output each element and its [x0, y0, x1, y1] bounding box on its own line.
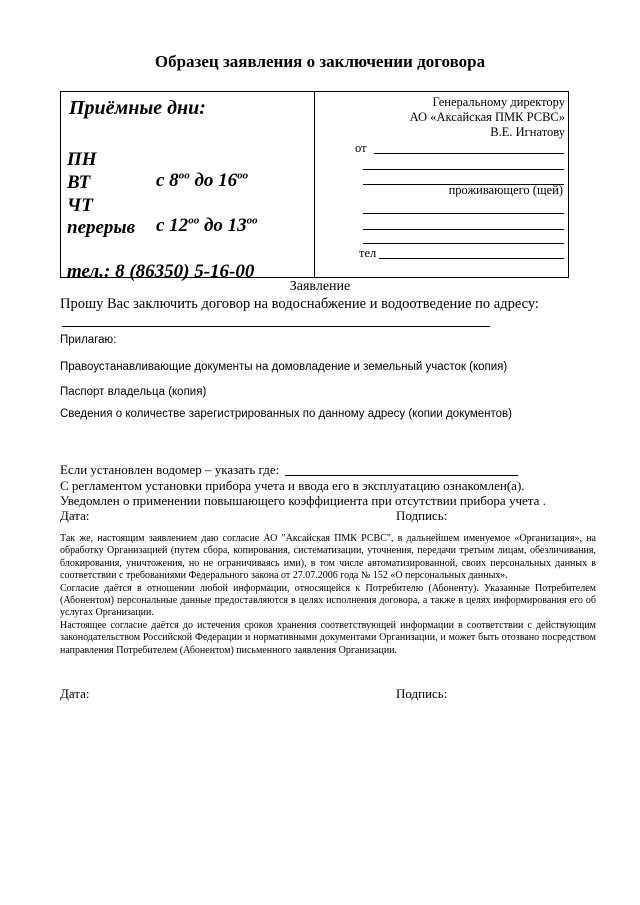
addressee-line3: В.Е. Игнатову: [490, 125, 565, 139]
field-line-6: [363, 243, 564, 244]
day-thu: ЧТ: [67, 195, 93, 216]
attachment-item: Правоустанавливающие документы на домовладение и земельный участок (копия): [60, 361, 508, 373]
meter-location-line: [285, 475, 518, 476]
consent-block: [60, 533, 596, 657]
addressee-line1: Генеральному директору: [432, 95, 565, 109]
from-field-line: [374, 153, 564, 154]
field-line-5: [363, 229, 564, 230]
consent-paragraph: Так же, настоящим заявлением даю согласие АО "Аксайская ПМК РСВС", в дальнейшем именуемое «Организация», на обработку Организацией (путем сбора, копирования, систематизации, уточнения, передачи третьим лицам, обезличивания, блокирования, уничтожения, но не ограничиваясь ими), в том числе автоматизированной, своих персональных данных в соответствии с требованиями Федерального закона от 27.07.2006 года № 152 «О персональных данных».: [60, 533, 596, 582]
field-line-4: [363, 213, 564, 214]
day-mon: ПН: [67, 149, 97, 170]
from-label: от: [355, 141, 367, 155]
page-title: Образец заявления о заключении договора: [154, 52, 486, 71]
application-heading: Заявление: [289, 279, 351, 294]
box-divider: [314, 92, 315, 277]
request-text: Прошу Вас заключить договор на водоснабжение и водоотведение по адресу:: [60, 296, 539, 312]
schedule-heading: Приёмные дни:: [69, 97, 206, 119]
meter-notice-text: Уведомлен о применении повышающего коэффициента при отсутствии прибора учета .: [60, 493, 546, 508]
addressee-line2: АО «Аксайская ПМК РСВС»: [409, 110, 565, 124]
signature-label: Подпись:: [396, 508, 448, 523]
header-box: [60, 91, 569, 282]
break-hours: с $12^{оо}$ до $13^{оо}$: [156, 214, 258, 236]
field-line-2: [363, 169, 564, 170]
working-hours: с $8^{оо}$ до $16^{оо}$: [156, 169, 249, 191]
break-label: перерыв: [67, 217, 136, 238]
attach-label: Прилагаю:: [60, 334, 117, 346]
consent-paragraph: Настоящее согласие даётся до истечения сроков хранения соответствующей информации в соответствии с действующим законодательством Российской Федерации и нормативными документами Организации, и может быть отозвано посредством направления Потребителем (Абонентом) письменного заявления Организации.: [60, 619, 596, 656]
consent-paragraph: Согласие даётся в отношении любой информации, относящейся к Потребителю (Абоненту). Указанные Потребителем (Абонентом) персональные данные предоставляются в целях исполнения договора, а также в целях информирования его об услугах Организации.: [60, 582, 596, 619]
consent-date-label: Дата:: [60, 686, 90, 701]
attachment-item: Паспорт владельца (копия): [60, 386, 207, 398]
phone-field-line: [379, 258, 564, 259]
meter-regulation-text: С регламентом установки прибора учета и ввода его в эксплуатацию ознакомлен(а).: [60, 478, 525, 493]
address-line: [62, 326, 490, 327]
phone-label: тел: [359, 246, 377, 260]
date-label: Дата:: [60, 508, 90, 523]
phone-number: тел.: 8 (86350) 5-16-00: [67, 261, 255, 282]
consent-signature-label: Подпись:: [396, 686, 448, 701]
residing-label: проживающего (щей): [448, 183, 563, 197]
meter-location-label: Если установлен водомер – указать где:: [60, 462, 280, 477]
attachment-item: Сведения о количестве зарегистрированных по данному адресу (копии документов): [60, 408, 512, 420]
day-tue: ВТ: [67, 172, 91, 193]
